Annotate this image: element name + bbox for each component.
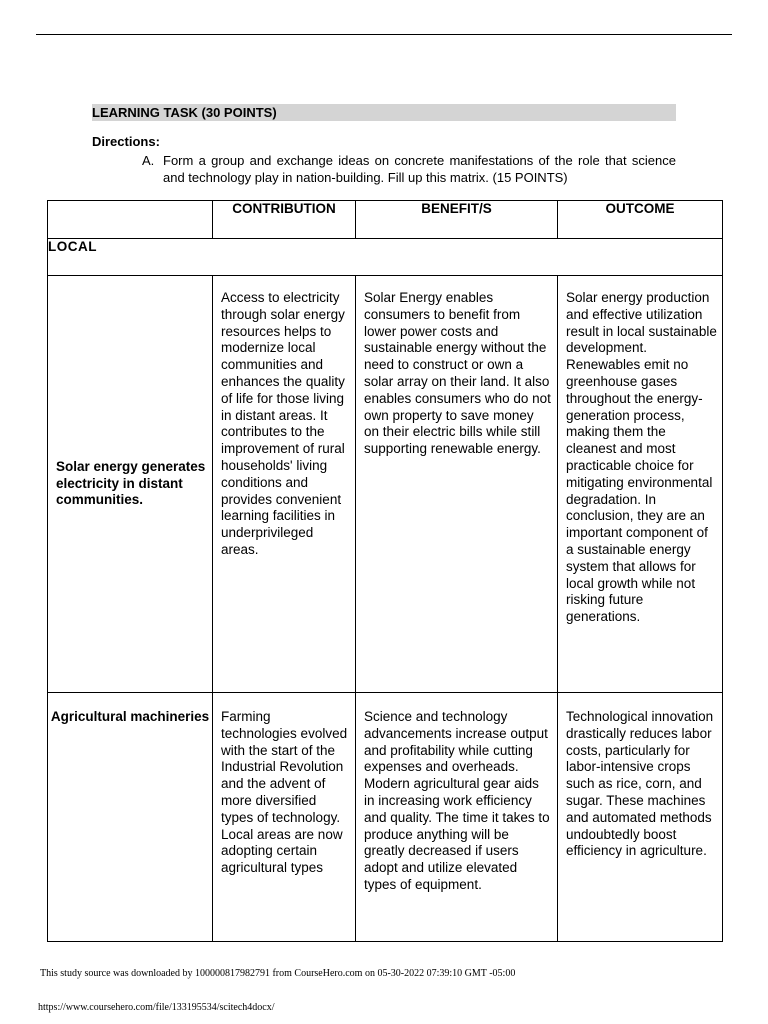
download-source-note: This study source was downloaded by 100000817982791 from CourseHero.com on 05-30-2022 07:39:10 GMT -05:00 — [40, 968, 516, 979]
learning-task-title: LEARNING TASK (30 POINTS) — [92, 104, 676, 121]
table-row — [48, 276, 723, 693]
benefits-text: Science and technology advancements increase output and profitability while cutting expenses and overheads. Modern agricultural gear aids in increasing work efficiency and quality. The time it takes to produce anything will be greatly decreased if users adopt and utilize elevated types of equipment. — [364, 709, 550, 892]
item-text: Form a group and exchange ideas on concrete manifestations of the role that science and technology play in nation-building. Fill up this matrix. (15 POINTS) — [163, 153, 676, 185]
section-row-local — [48, 239, 723, 276]
header-contribution: CONTRIBUTION — [213, 201, 356, 239]
contribution-text: Access to electricity through solar energy resources helps to modernize local communities and enhances the quality of life for those living in distant areas. It contributes to the improvement of rural households' living conditions and provides convenient learning facilities in underprivileged areas. — [221, 290, 345, 557]
item-marker: A. — [142, 153, 155, 168]
benefits-text: Solar Energy enables consumers to benefit from lower power costs and sustainable energy without the need to construct or own a solar array on their land. It also enables consumers who do not own property to save money on their electric bills while still supporting renewable energy. — [364, 290, 551, 457]
section-label-local: LOCAL — [48, 239, 723, 276]
outcome-text: Solar energy production and effective utilization result in local sustainable development. Renewables emit no greenhouse gases throughout the energy-generation process, making them the cleanest and most practicable choice for mitigating environmental degradation. In conclusion, they are an important component of a sustainable energy system that allows for local growth while not risking future generations. — [566, 290, 717, 625]
directions-label: Directions: — [92, 134, 160, 149]
benefits-cell — [356, 276, 558, 693]
contribution-cell — [213, 276, 356, 693]
contribution-text: Farming technologies evolved with the start of the Industrial Revolution and the advent of more diversified types of technology. Local areas are now adopting certain agricultural types — [221, 709, 348, 876]
direction-item-a — [142, 152, 676, 186]
benefits-cell — [356, 693, 558, 942]
table-header-row — [48, 201, 723, 239]
row-label: Solar energy generates electricity in distant communities. — [48, 276, 213, 693]
header-rule — [36, 34, 732, 35]
source-url-link[interactable]: https://www.coursehero.com/file/133195534/scitech4docx/ — [38, 1002, 275, 1013]
header-benefits: BENEFIT/S — [356, 201, 558, 239]
table-row — [48, 693, 723, 942]
header-blank-cell — [48, 201, 213, 239]
outcome-text: Technological innovation drastically reduces labor costs, particularly for labor-intensive crops such as rice, corn, and sugar. These machines and automated methods undoubtedly boost efficiency in agriculture. — [566, 709, 714, 859]
header-outcome: OUTCOME — [558, 201, 723, 239]
outcome-cell — [558, 693, 723, 942]
outcome-cell — [558, 276, 723, 693]
row-label: Agricultural machineries — [48, 693, 213, 942]
contribution-cell — [213, 693, 356, 942]
matrix-table — [47, 200, 723, 942]
